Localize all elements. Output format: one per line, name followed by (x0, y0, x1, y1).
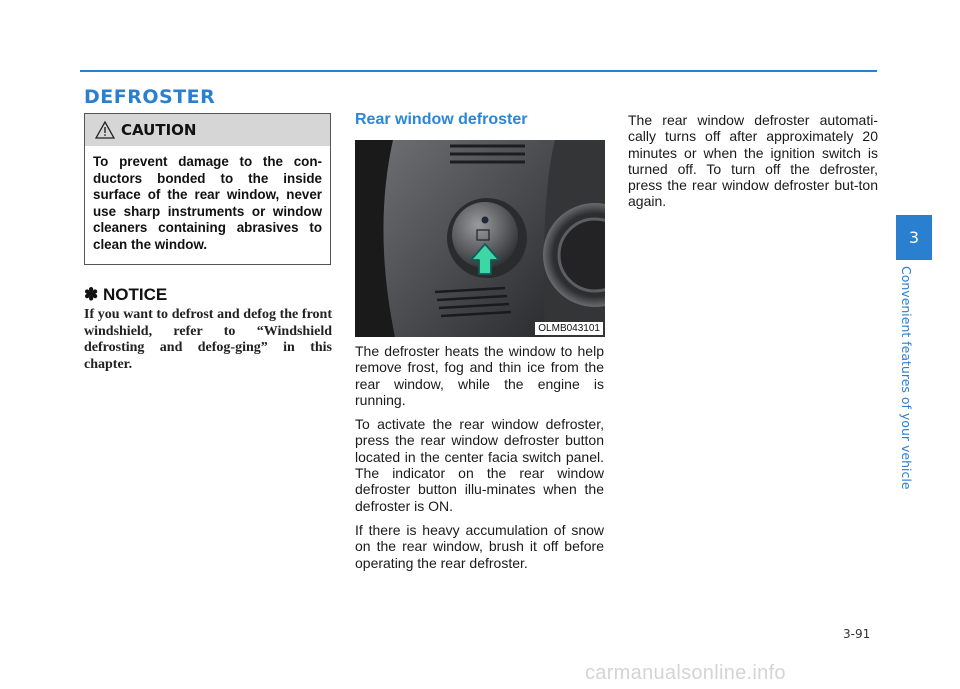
chapter-number: 3 (908, 228, 920, 247)
section-title: DEFROSTER (84, 86, 216, 108)
defroster-button-photo (355, 140, 605, 337)
rear-defroster-heading: Rear window defroster (355, 111, 528, 128)
chapter-label: Convenient features of your vehicle (899, 266, 914, 490)
notice-heading: ✽ NOTICE (84, 285, 168, 304)
page-number: 3-91 (843, 627, 871, 641)
rear-defroster-continued: The rear window defroster automati-cally turns off after approximately 20 minutes or when the ignition switch is turned off. To turn off the defroster, press the rear window defroster but-ton again. (628, 112, 878, 210)
image-code: OLMB043101 (535, 322, 603, 335)
chapter-tab (896, 215, 932, 260)
header-rule (80, 70, 877, 72)
caution-header (85, 114, 330, 146)
caution-box (84, 113, 331, 265)
rear-defroster-body (355, 343, 604, 579)
paragraph: The defroster heats the window to help remove frost, fog and thin ice from the rear window, while the engine is running. (355, 343, 604, 408)
watermark: carmanualsonline.info (585, 662, 786, 684)
warning-triangle-icon (95, 121, 115, 139)
paragraph: To activate the rear window defroster, press the rear window defroster button located in the center facia switch panel. The indicator on the rear window defroster button illu-minates when the defroster is ON. (355, 416, 604, 514)
paragraph: If there is heavy accumulation of snow on the rear window, brush it off before operating the rear defroster. (355, 521, 604, 571)
caution-title: CAUTION (121, 121, 197, 139)
dashboard-illustration (355, 140, 605, 337)
notice-text: If you want to defrost and defog the front windshield, refer to “Windshield defrosting and defog-ging” in this chapter. (84, 307, 332, 372)
caution-text: To prevent damage to the con-ductors bonded to the inside surface of the rear window, never use sharp instruments or window cleaners containing abrasives to clean the window. (93, 154, 322, 252)
